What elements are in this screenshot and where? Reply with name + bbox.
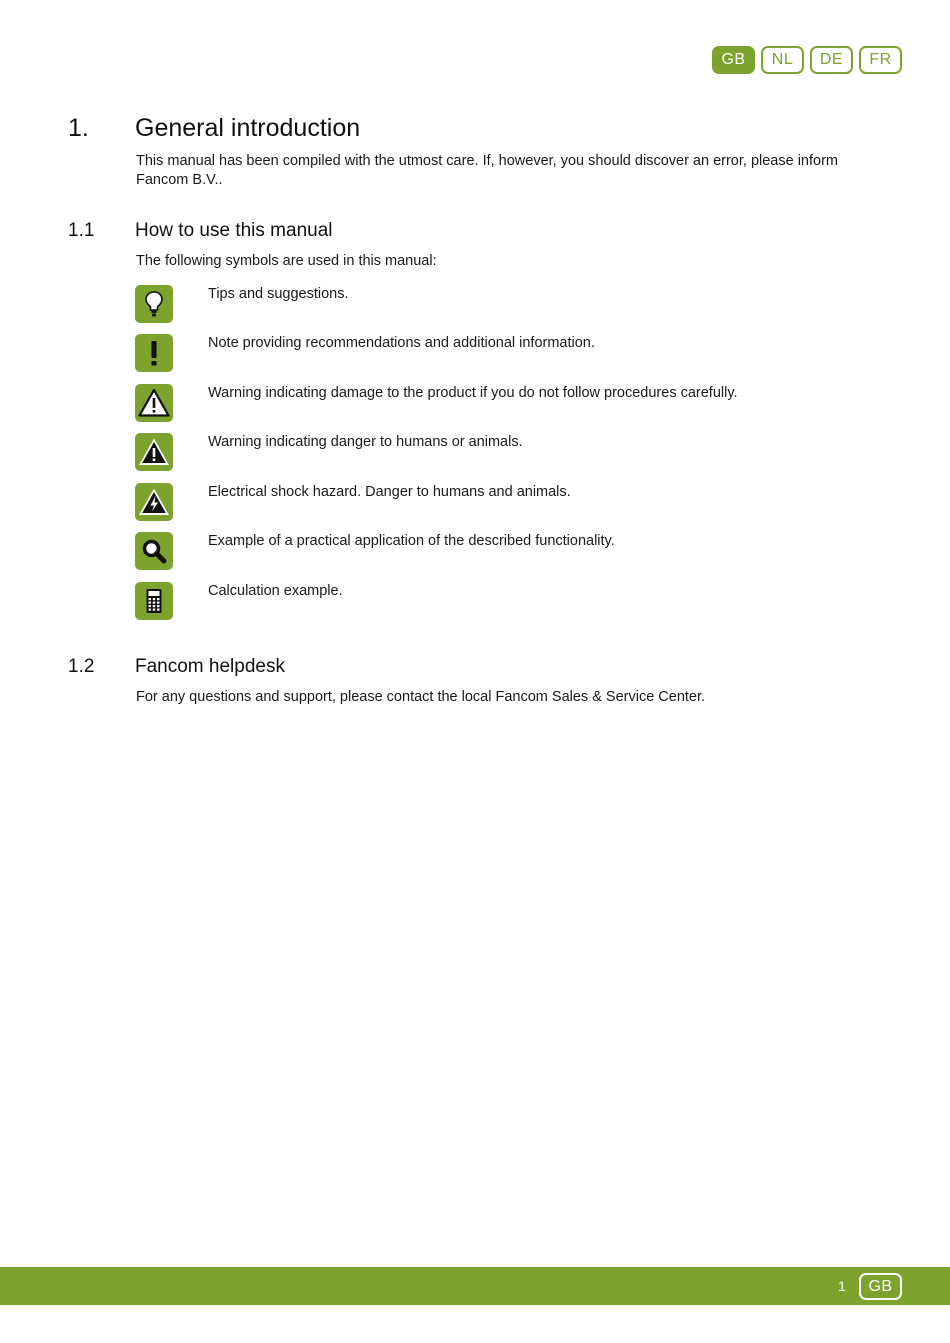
symbol-text-electric: Electrical shock hazard. Danger to humans and animals. (208, 484, 571, 500)
symbol-text-warning-product: Warning indicating damage to the product if you do not follow procedures carefully. (208, 385, 738, 401)
lang-tab-fr[interactable]: FR (859, 46, 902, 74)
helpdesk-text: For any questions and support, please contact the local Fancom Sales & Service Center. (136, 689, 706, 705)
symbol-text-note: Note providing recommendations and additional information. (208, 335, 595, 351)
symbol-text-calculation: Calculation example. (208, 583, 343, 599)
warning-outline-icon (135, 384, 173, 422)
symbol-text-warning-danger: Warning indicating danger to humans or animals. (208, 434, 523, 450)
symbols-intro: The following symbols are used in this manual: (136, 253, 437, 269)
electric-hazard-icon (135, 483, 173, 521)
section-1-title: General introduction (135, 114, 361, 142)
magnifier-icon (135, 532, 173, 570)
section-1-text: This manual has been compiled with the utmost care. If, however, you should discover an error, please inform Fancom B.V.. (136, 153, 838, 188)
section-1-number: 1. (68, 114, 89, 142)
section-1-1-title: How to use this manual (135, 220, 333, 241)
warning-filled-icon (135, 433, 173, 471)
lightbulb-icon (135, 285, 173, 323)
symbol-text-tips: Tips and suggestions. (208, 286, 349, 302)
section-1-1-number: 1.1 (68, 220, 95, 241)
lang-tab-nl[interactable]: NL (761, 46, 804, 74)
section-1-2-number: 1.2 (68, 656, 95, 677)
exclamation-icon (135, 334, 173, 372)
page-number: 1 (838, 1278, 846, 1294)
calculator-icon (135, 582, 173, 620)
lang-tab-gb[interactable]: GB (712, 46, 755, 74)
section-1-2-title: Fancom helpdesk (135, 656, 285, 677)
footer-language-badge: GB (859, 1273, 902, 1300)
lang-tab-de[interactable]: DE (810, 46, 853, 74)
symbol-text-example: Example of a practical application of the described functionality. (208, 533, 615, 549)
footer-bar (0, 1267, 950, 1305)
language-tabs (712, 46, 902, 74)
